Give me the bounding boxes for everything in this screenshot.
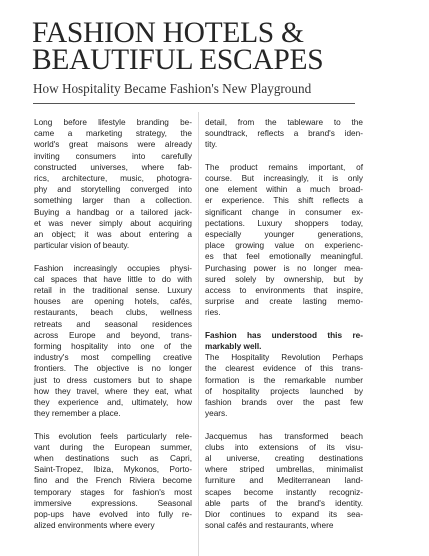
column-divider xyxy=(198,112,199,556)
text-line: inviting consumers into carefully xyxy=(34,151,192,161)
text-line: scapes become instantly recogniz- xyxy=(205,487,363,497)
text-line: vant during the European summer, xyxy=(34,442,192,452)
title-line-1: FASHION HOTELS & xyxy=(32,17,304,49)
text-line: ries. xyxy=(205,308,221,318)
left-column xyxy=(34,117,192,543)
text-line: soundtrack, reflects a brand's iden- xyxy=(205,129,363,139)
text-line: sured solely by ownership, but by xyxy=(205,274,363,284)
text-line: the clearest evidence of this trans- xyxy=(205,364,363,374)
text-line: course. But increasingly, it is only xyxy=(205,174,363,183)
text-line: restaurants, beach clubs, wellness xyxy=(34,308,192,318)
text-line: able parts of the brand's identity. xyxy=(205,498,363,508)
text-line: place growing value on experienc- xyxy=(205,241,363,251)
text-line: furniture and Mediterranean land- xyxy=(205,476,363,486)
text-line: markably well. xyxy=(205,342,262,352)
text-line: retail in the traditional sense. Luxury xyxy=(34,286,192,296)
text-line: industry's most compelling creative xyxy=(34,353,192,363)
text-line: cal spaces that have little to do with xyxy=(34,274,192,284)
text-line: retreats and seasonal residences xyxy=(34,319,192,329)
paragraph xyxy=(34,431,192,532)
text-line: came a marketing strategy, the xyxy=(34,129,192,139)
text-line: fino and the French Riviera become xyxy=(34,476,192,486)
text-line: Purchasing power is no longer mea- xyxy=(205,263,363,273)
text-line: of hospitality projects launched by xyxy=(205,386,363,396)
text-line: pop-ups have evolved into fully re- xyxy=(34,510,192,520)
text-line: temporary stages for fashion's most xyxy=(34,487,192,497)
text-line: sonal cafés and restaurants, where xyxy=(205,521,334,531)
text-line: how they travel, where they eat, what xyxy=(34,386,192,396)
paragraph xyxy=(205,352,363,419)
text-line: forming hospitality into one of the xyxy=(34,342,192,352)
article-subtitle: How Hospitality Became Fashion's New Playground xyxy=(33,81,312,96)
text-line: constructed universes, where fab- xyxy=(34,162,192,172)
text-line: Long before lifestyle branding be- xyxy=(34,118,192,127)
text-line: pectations. Luxury shoppers today, xyxy=(205,218,363,228)
text-line: access to environments that inspire, xyxy=(205,286,363,296)
text-line: tity. xyxy=(205,140,218,150)
text-line: something larger than a collection. xyxy=(34,196,192,206)
paragraph xyxy=(205,431,363,532)
text-line: just to dress customers but to shape xyxy=(34,375,192,385)
paragraph xyxy=(34,263,192,420)
text-line: across Europe and beyond, trans- xyxy=(34,330,192,340)
text-line: er experience. This shift reflects a xyxy=(205,196,363,206)
text-line: alized environments where every xyxy=(34,521,155,531)
text-line: frontiers. The objective is no longer xyxy=(34,364,192,374)
text-line: world's great maisons were already xyxy=(34,140,192,150)
text-line: The product remains important, of xyxy=(205,162,363,172)
text-line: where striped umbrellas, minimalist xyxy=(205,465,363,475)
text-line: Dior continues to expand its sea- xyxy=(205,510,363,520)
title-rule xyxy=(33,103,355,104)
article-title xyxy=(32,17,402,76)
text-line: significant change in consumer ex- xyxy=(205,207,363,217)
text-line: phy and storytelling converged into xyxy=(34,185,192,195)
title-line-2: BEAUTIFUL ESCAPES xyxy=(32,44,324,76)
text-line: one element within a much broad- xyxy=(205,185,363,195)
text-line: detail, from the tableware to the xyxy=(205,118,363,127)
text-line: when destinations such as Capri, xyxy=(34,454,192,464)
text-line: et was never simply about acquiring xyxy=(34,218,192,228)
text-line: Jacquemus has transformed beach xyxy=(205,431,363,441)
section-heading xyxy=(205,330,363,352)
text-line: Buying a handbag or a tailored jack- xyxy=(34,207,192,217)
text-line: al universe, creating destinations xyxy=(205,454,363,464)
text-line: immersive expressions. Seasonal xyxy=(34,498,192,508)
text-line: houses are opening hotels, cafés, xyxy=(34,297,192,307)
text-line: fashion brands over the past few xyxy=(205,398,363,408)
text-line: es that feel emotionally meaningful. xyxy=(205,252,363,262)
text-line: Saint-Tropez, Ibiza, Mykonos, Porto- xyxy=(34,465,192,475)
paragraph xyxy=(205,117,363,151)
text-line: they experience and, ultimately, how xyxy=(34,398,192,408)
text-line: they remember a place. xyxy=(34,409,121,419)
text-line: Fashion has understood this re- xyxy=(205,330,363,340)
text-line: The Hospitality Revolution Perhaps xyxy=(205,353,363,363)
text-line: clubs into extensions of its visu- xyxy=(205,442,363,452)
text-line: rics, architecture, music, photogra- xyxy=(34,174,192,184)
text-line: particular vision of beauty. xyxy=(34,241,130,251)
text-line: especially younger generations, xyxy=(205,230,363,240)
text-line: This evolution feels particularly rele- xyxy=(34,431,192,441)
text-line: an object; it was about entering a xyxy=(34,230,192,240)
text-line: Fashion increasingly occupies physi- xyxy=(34,263,192,273)
paragraph xyxy=(205,162,363,319)
text-line: surprise and create lasting memo- xyxy=(205,297,363,307)
text-line: formation is the remarkable number xyxy=(205,375,363,385)
text-line: years. xyxy=(205,409,228,419)
right-column xyxy=(205,117,363,543)
paragraph xyxy=(34,117,192,251)
